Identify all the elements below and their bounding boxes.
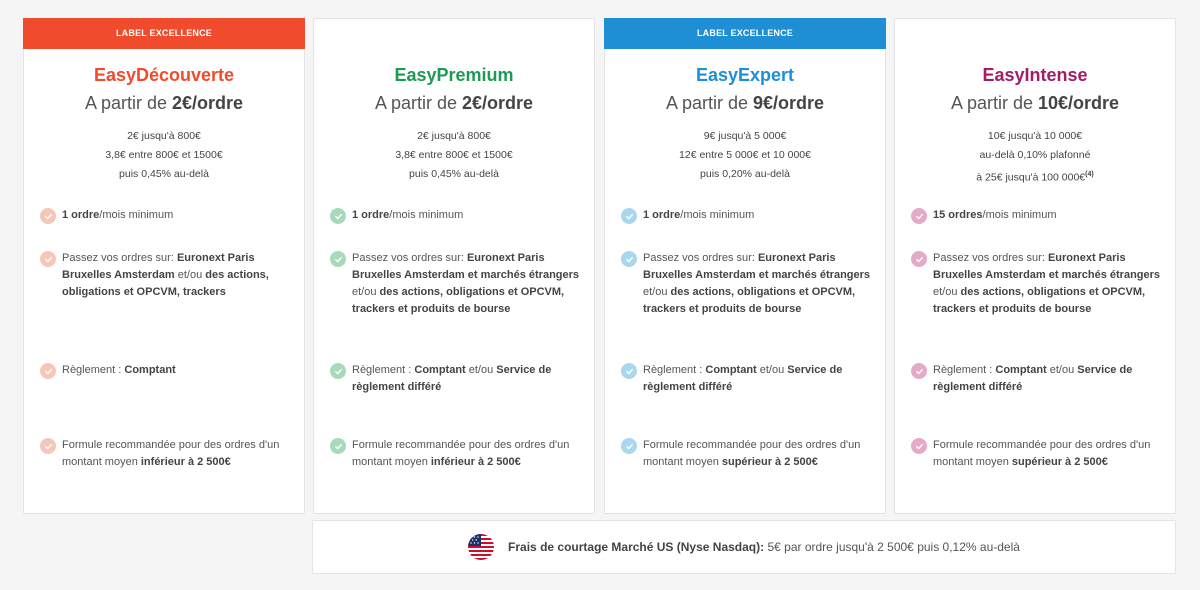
price-value: 2€/ordre (462, 93, 534, 113)
plan-name: EasyPremium (394, 65, 514, 85)
check-icon (40, 438, 56, 454)
tariff-line: 3,8€ entre 800€ et 1500€ (105, 149, 223, 161)
plan-price (605, 92, 885, 114)
price-prefix: A partir de (950, 93, 1038, 113)
feature-text: Formule recommandée pour des ordres d'un montant moyen supérieur à 2 500€ (643, 439, 861, 468)
check-icon (330, 438, 346, 454)
feature-settlement (621, 362, 875, 396)
tariff-line: 9€ jusqu'à 5 000€ (703, 130, 787, 142)
banner-text: Frais de courtage Marché US (Nyse Nasdaq): 5€ par ordre jusqu'à 2 500€ puis 0,12% au-delà (508, 540, 1020, 554)
plan-name: EasyIntense (982, 65, 1088, 85)
feature-recommendation (621, 437, 875, 471)
check-icon (911, 251, 927, 267)
price-prefix: A partir de (665, 93, 753, 113)
tariff-line: 3,8€ entre 800€ et 1500€ (395, 149, 513, 161)
feature-recommendation (911, 437, 1165, 471)
feature-text: 1 ordre/mois minimum (352, 209, 464, 221)
plan-card-easyexpert (604, 18, 886, 514)
tariff-line: 2€ jusqu'à 800€ (417, 130, 491, 142)
price-value: 2€/ordre (172, 93, 244, 113)
tariff-list (605, 127, 885, 184)
us-flag-icon (468, 534, 494, 560)
feature-min-orders (621, 207, 875, 224)
check-icon (621, 363, 637, 379)
tariff-line: 12€ entre 5 000€ et 10 000€ (679, 149, 811, 161)
check-icon (621, 208, 637, 224)
excellence-label: LABEL EXCELLENCE (604, 18, 886, 49)
pricing-cards (23, 18, 1176, 514)
check-icon (330, 208, 346, 224)
tariff-list (24, 127, 304, 184)
price-prefix: A partir de (374, 93, 462, 113)
feature-text: Règlement : Comptant et/ou Service de règlement différé (643, 364, 843, 393)
check-icon (330, 251, 346, 267)
tariff-line: puis 0,20% au-delà (700, 168, 790, 180)
check-icon (330, 363, 346, 379)
tariff-line: puis 0,45% au-delà (119, 168, 209, 180)
feature-markets (621, 250, 875, 318)
feature-text: Formule recommandée pour des ordres d'un montant moyen inférieur à 2 500€ (352, 439, 570, 468)
check-icon (621, 251, 637, 267)
feature-markets (40, 250, 294, 301)
tariff-line: 2€ jusqu'à 800€ (127, 130, 201, 142)
feature-settlement (911, 362, 1165, 396)
feature-min-orders (911, 207, 1165, 224)
feature-text: Passez vos ordres sur: Euronext Paris Bruxelles Amsterdam et/ou des actions, obligations et OPCVM, trackers (62, 252, 269, 298)
feature-text: Règlement : Comptant et/ou Service de règlement différé (352, 364, 552, 393)
feature-text: Règlement : Comptant et/ou Service de règlement différé (933, 364, 1133, 393)
tariff-list (314, 127, 594, 184)
feature-text: Passez vos ordres sur: Euronext Paris Bruxelles Amsterdam et marchés étrangers et/ou des actions, obligations et OPCVM, trackers et produits de bourse (352, 252, 580, 315)
feature-text: Passez vos ordres sur: Euronext Paris Bruxelles Amsterdam et marchés étrangers et/ou des actions, obligations et OPCVM, trackers et produits de bourse (643, 252, 871, 315)
tariff-line: à 25€ jusqu'à 100 000€$^{(4)}$ (976, 171, 1094, 184)
excellence-label: LABEL EXCELLENCE (23, 18, 305, 49)
tariff-line: 10€ jusqu'à 10 000€ (987, 130, 1083, 142)
feature-settlement (330, 362, 584, 396)
feature-text: Règlement : Comptant (62, 364, 176, 376)
label-spacer (894, 18, 1176, 49)
price-value: 9€/ordre (753, 93, 825, 113)
plan-name: EasyExpert (695, 65, 795, 85)
plan-price (24, 92, 304, 114)
feature-text: 1 ordre/mois minimum (62, 209, 174, 221)
tariff-line: puis 0,45% au-delà (409, 168, 499, 180)
price-prefix: A partir de (84, 93, 172, 113)
feature-recommendation (330, 437, 584, 471)
footnote-ref: (4) (1085, 171, 1094, 178)
check-icon (40, 208, 56, 224)
tariff-line: au-delà 0,10% plafonné (979, 149, 1091, 161)
feature-text: 1 ordre/mois minimum (643, 209, 755, 221)
feature-markets (330, 250, 584, 318)
feature-text: Passez vos ordres sur: Euronext Paris Bruxelles Amsterdam et marchés étrangers et/ou des actions, obligations et OPCVM, trackers et produits de bourse (933, 252, 1161, 315)
feature-min-orders (330, 207, 584, 224)
tariff-list (895, 127, 1175, 188)
check-icon (911, 438, 927, 454)
price-value: 10€/ordre (1038, 93, 1120, 113)
feature-recommendation (40, 437, 294, 471)
us-market-fees-banner (312, 520, 1176, 574)
plan-name: EasyDécouverte (93, 65, 235, 85)
plan-price (314, 92, 594, 114)
plan-price (895, 92, 1175, 114)
check-icon (911, 208, 927, 224)
feature-min-orders (40, 207, 294, 224)
plan-card-easydecouverte (23, 18, 305, 514)
label-spacer (313, 18, 595, 49)
feature-text: Formule recommandée pour des ordres d'un montant moyen inférieur à 2 500€ (62, 439, 280, 468)
check-icon (40, 363, 56, 379)
feature-text: Formule recommandée pour des ordres d'un montant moyen supérieur à 2 500€ (933, 439, 1151, 468)
check-icon (40, 251, 56, 267)
plan-card-easypremium (313, 18, 595, 514)
feature-text: 15 ordres/mois minimum (933, 209, 1057, 221)
feature-markets (911, 250, 1165, 318)
feature-settlement (40, 362, 294, 379)
plan-card-easyintense (894, 18, 1176, 514)
check-icon (911, 363, 927, 379)
check-icon (621, 438, 637, 454)
